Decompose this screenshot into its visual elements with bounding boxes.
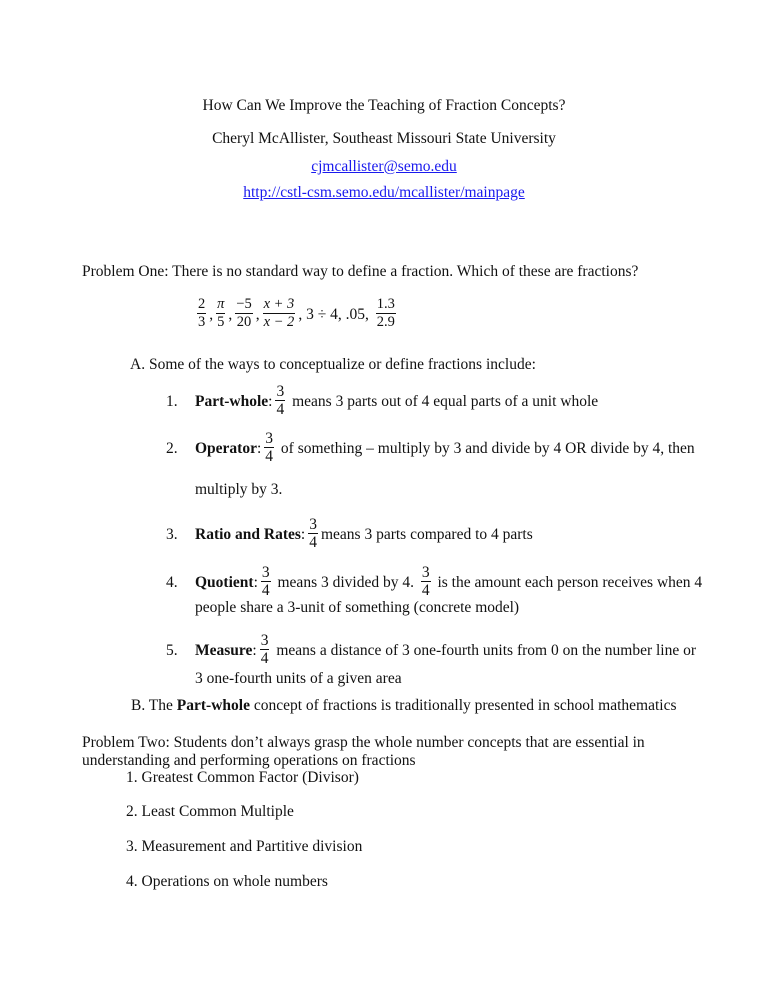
list-number: 1.	[166, 392, 178, 410]
definition-continuation: 3 one-fourth units of a given area	[195, 670, 402, 687]
email-link[interactable]: cjmcallister@semo.edu	[311, 158, 457, 175]
list-number: 2.	[166, 439, 178, 457]
author-line: Cheryl McAllister, Southeast Missouri State University	[212, 130, 556, 147]
problem-two-line1: Problem Two: Students don’t always grasp the whole number concepts that are essential in	[82, 734, 645, 751]
definition-part-whole: 1. Part-whole : $\frac{3}{4}$ means 3 parts out of 4 equal parts of a unit whole	[166, 383, 599, 418]
problem-two-item: 4. Operations on whole numbers	[126, 873, 328, 890]
example-fraction: $\frac{x + 3}{x - 2}$	[263, 296, 295, 330]
fraction-three-fourths: $\frac{3}{4}$	[309, 516, 317, 551]
definition-operator: 2. Operator : $\frac{3}{4}$ of something – multiply by 3 and divide by 4 OR divide by 4, then	[166, 430, 695, 465]
fraction-three-fourths: $\frac{3}{4}$	[261, 564, 270, 599]
definition-term: Ratio and Rates	[195, 525, 301, 543]
fraction-three-fourths: $\frac{3}{4}$	[265, 430, 274, 465]
example-fraction: $\frac{-5}{20}$	[236, 296, 252, 330]
definition-text: means 3 parts compared to 4 parts	[320, 525, 533, 543]
list-number: 4.	[166, 573, 178, 591]
section-a-heading: A. Some of the ways to conceptualize or define fractions include:	[130, 356, 536, 373]
document-title: How Can We Improve the Teaching of Fraction Concepts?	[202, 97, 566, 114]
definition-term: Part-whole	[195, 392, 269, 410]
problem-two-item: 3. Measurement and Partitive division	[126, 838, 363, 855]
problem-two-item: 2. Least Common Multiple	[126, 803, 294, 820]
problem-two-line2: understanding and performing operations on fractions	[82, 752, 416, 769]
problem-one-text: Problem One: There is no standard way to define a fraction. Which of these are fractions?	[82, 263, 639, 280]
list-number: 3.	[166, 525, 178, 543]
definition-text: of something – multiply by 3 and divide by 4 OR divide by 4, then	[280, 439, 695, 457]
example-fraction: $\frac{2}{3}$	[198, 296, 206, 330]
definition-quotient: 4. Quotient : $\frac{3}{4}$ means 3 divided by 4. $\frac{3}{4}$ is the amount each person receives when 4	[166, 564, 703, 599]
section-b-text: B. The Part-whole concept of fractions is traditionally presented in school mathematics	[131, 697, 677, 714]
example-decimal: .05	[345, 306, 365, 323]
fraction-three-fourths: $\frac{3}{4}$	[421, 564, 430, 599]
fraction-examples: $\frac{2}{3}$ , $\frac{\pi}{5}$ , $\frac{-5}{20}$ , $\frac{x + 3}{x - 2}$ , 3 ÷ 4 , .05 , $\frac{1.3}{2.9}$	[198, 296, 395, 330]
definition-term: Measure	[195, 641, 253, 659]
definition-continuation: multiply by 3.	[195, 481, 283, 498]
example-fraction: $\frac{1.3}{2.9}$	[376, 296, 395, 330]
list-number: 5.	[166, 641, 178, 659]
definition-term: Operator	[195, 439, 257, 457]
fraction-three-fourths: $\frac{3}{4}$	[260, 632, 269, 667]
definition-text: is the amount each person receives when 4	[437, 573, 703, 591]
definition-text: means a distance of 3 one-fourth units from 0 on the number line or	[276, 641, 697, 659]
definition-measure: 5. Measure : $\frac{3}{4}$ means a distance of 3 one-fourth units from 0 on the number line or	[166, 632, 697, 667]
homepage-link[interactable]: http://cstl-csm.semo.edu/mcallister/mainpage	[243, 184, 525, 201]
definition-ratio-rates: 3. Ratio and Rates : $\frac{3}{4}$ means 3 parts compared to 4 parts	[166, 516, 533, 551]
definition-continuation: people share a 3-unit of something (concrete model)	[195, 599, 520, 616]
problem-two-item: 1. Greatest Common Factor (Divisor)	[126, 769, 359, 786]
definition-text: means 3 divided by 4.	[277, 573, 414, 591]
example-division: 3 ÷ 4	[306, 306, 338, 323]
fraction-three-fourths: $\frac{3}{4}$	[276, 383, 285, 418]
definition-text: means 3 parts out of 4 equal parts of a unit whole	[292, 392, 599, 410]
definition-term: Quotient	[195, 573, 254, 591]
example-fraction: $\frac{\pi}{5}$	[217, 296, 225, 330]
